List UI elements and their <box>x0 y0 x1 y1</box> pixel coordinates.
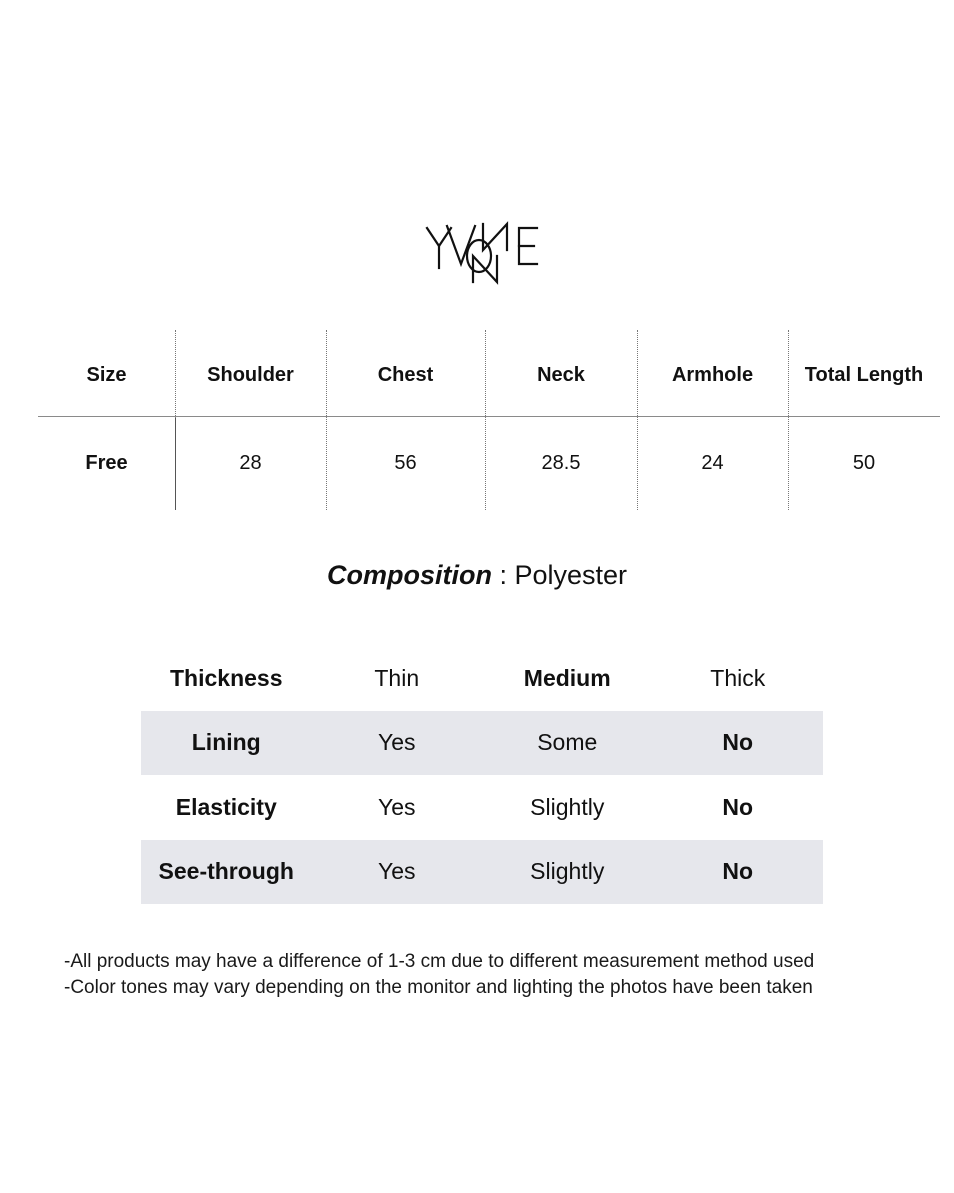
header-total-length: Total Length <box>804 363 924 386</box>
column-divider <box>637 330 638 510</box>
header-neck: Neck <box>537 363 585 386</box>
size-value: Free <box>85 451 128 474</box>
size-table-header-row <box>38 330 940 420</box>
fabric-option: Thick <box>710 664 766 691</box>
composition-value: Polyester <box>514 560 628 590</box>
chest-value: 56 <box>394 451 417 474</box>
fabric-row-elasticity <box>141 775 823 840</box>
note-measurement: -All products may have a difference of 1-3 cm due to different measurement method used <box>64 951 815 972</box>
total-length-value: 50 <box>852 451 876 474</box>
column-divider-solid <box>175 418 176 510</box>
fabric-properties-table <box>141 646 823 904</box>
fabric-option-selected: No <box>722 729 754 756</box>
header-chest: Chest <box>377 363 434 386</box>
fabric-row-label: See-through <box>158 858 294 885</box>
fabric-option: Yes <box>377 793 416 820</box>
fabric-row-label: Lining <box>191 729 261 756</box>
header-divider <box>38 416 940 417</box>
composition-label: Composition <box>326 560 492 590</box>
column-divider <box>788 330 789 510</box>
composition-line <box>0 560 954 591</box>
yvonne-logo-mark <box>417 216 541 292</box>
size-table <box>38 330 940 510</box>
size-table-row <box>38 418 940 508</box>
fabric-row-see-through <box>141 840 823 905</box>
neck-value: 28.5 <box>541 451 581 474</box>
fabric-option: Slightly <box>530 858 605 885</box>
fabric-option-selected: No <box>722 793 754 820</box>
fabric-option-selected: No <box>722 858 754 885</box>
fabric-row-label: Thickness <box>170 664 283 691</box>
column-divider <box>326 330 327 510</box>
fabric-option: Yes <box>377 858 416 885</box>
note-color-tones: -Color tones may vary depending on the monitor and lighting the photos have been taken <box>64 977 813 998</box>
fabric-option: Thin <box>374 664 420 691</box>
shoulder-value: 28 <box>239 451 262 474</box>
fabric-option: Slightly <box>530 793 605 820</box>
composition-separator: : <box>491 560 515 590</box>
header-shoulder: Shoulder <box>207 363 294 386</box>
fabric-row-lining <box>141 711 823 776</box>
armhole-value: 24 <box>701 451 724 474</box>
header-armhole: Armhole <box>671 363 754 386</box>
brand-logo <box>417 216 541 292</box>
header-size: Size <box>86 363 127 386</box>
fabric-row-thickness <box>141 646 823 711</box>
disclaimer-notes <box>64 949 814 1001</box>
column-divider <box>485 330 486 510</box>
fabric-row-label: Elasticity <box>175 793 277 820</box>
fabric-option: Some <box>537 729 598 756</box>
fabric-option-selected: Medium <box>523 664 611 691</box>
fabric-option: Yes <box>377 729 416 756</box>
